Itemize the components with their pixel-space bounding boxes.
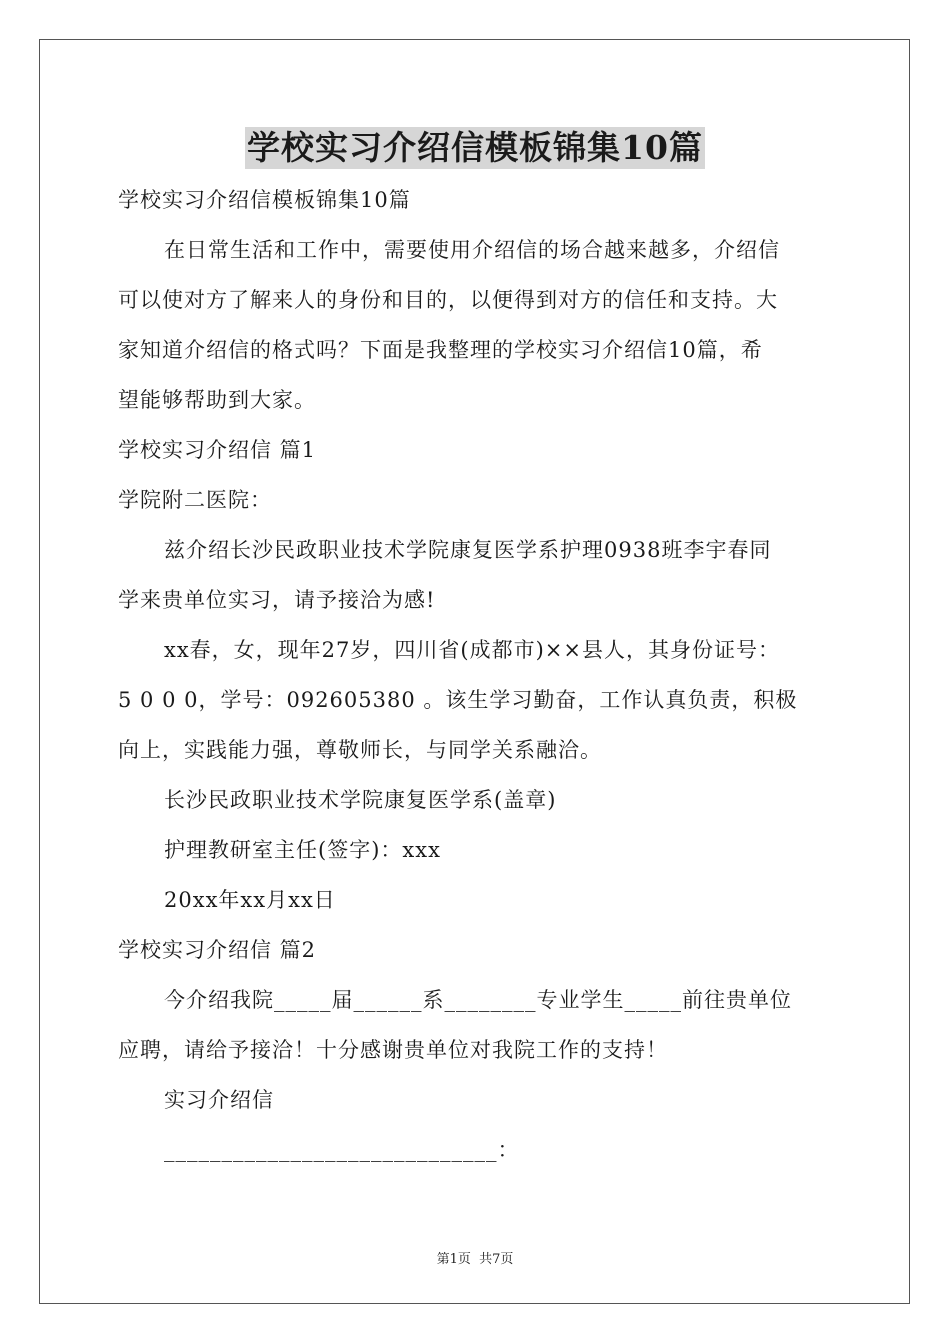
letter1-date-line: 20xx年xx月xx日 <box>164 888 336 912</box>
letter1-line-2: 学来贵单位实习，请予接洽为感! <box>118 588 436 612</box>
recipient-line: 学院附二医院： <box>118 488 272 512</box>
letter2-line-1: 今介绍我院_____届______系________专业学生_____前往贵单位 <box>164 988 792 1012</box>
letter2-line-2: 应聘，请给予接洽！十分感谢贵单位对我院工作的支持！ <box>118 1038 668 1062</box>
page-footer <box>0 1248 950 1267</box>
page-border <box>39 39 910 1304</box>
page-number: 第1页 <box>436 1252 471 1267</box>
intro-line-4: 望能够帮助到大家。 <box>118 388 316 412</box>
letter1-seal-line: 长沙民政职业技术学院康复医学系(盖章) <box>164 788 557 812</box>
page-total: 共7页 <box>479 1252 514 1267</box>
intro-line-2: 可以使对方了解来人的身份和目的，以便得到对方的信任和支持。大 <box>118 288 778 312</box>
letter1-line-5: 向上，实践能力强，尊敬师长，与同学关系融洽。 <box>118 738 602 762</box>
section-heading-2: 学校实习介绍信 篇2 <box>118 938 317 962</box>
letter2-blank-line: _____________________________： <box>164 1138 520 1162</box>
document-title: 学校实习介绍信模板锦集10篇 <box>247 128 703 167</box>
letter1-line-1: 兹介绍长沙民政职业技术学院康复医学系护理0938班李宇春同 <box>164 538 772 562</box>
subtitle-line: 学校实习介绍信模板锦集10篇 <box>118 188 411 212</box>
intro-line-3: 家知道介绍信的格式吗？下面是我整理的学校实习介绍信10篇，希 <box>118 338 763 362</box>
title-wrapper <box>0 127 950 169</box>
letter2-heading: 实习介绍信 <box>164 1088 274 1112</box>
intro-line-1: 在日常生活和工作中，需要使用介绍信的场合越来越多，介绍信 <box>164 238 780 262</box>
section-heading-1: 学校实习介绍信 篇1 <box>118 438 317 462</box>
letter1-line-4: 5 0 0 0，学号：092605380 。该生学习勤奋，工作认真负责，积极 <box>118 688 798 712</box>
letter1-line-3: xx春，女，现年27岁，四川省(成都市)××县人，其身份证号： <box>164 638 780 662</box>
letter1-signature-line: 护理教研室主任(签字)：xxx <box>164 838 441 862</box>
